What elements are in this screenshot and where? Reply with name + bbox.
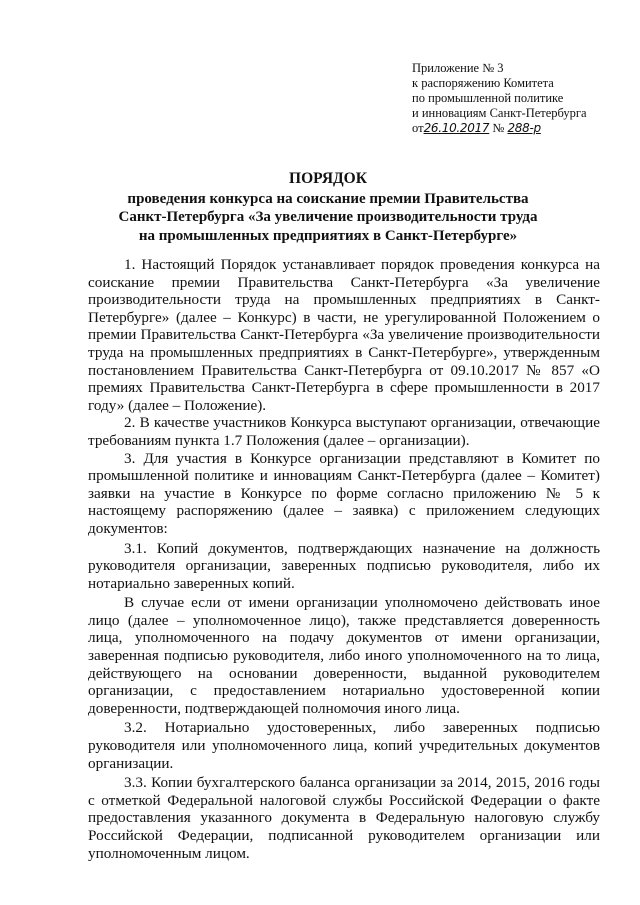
appendix-date-row — [412, 121, 622, 136]
paragraph-3-2: 3.2. Нотариально удостоверенных, либо заверенных подписью руководителя или уполномоченного лица, копий учредительных документов организации. — [88, 719, 600, 772]
document-title — [60, 170, 596, 245]
appendix-line: и инновациям Санкт-Петербурга — [412, 106, 587, 120]
paragraph-authorized-person: В случае если от имени организации уполномочено действовать иное лицо (далее – уполномоченное лицо), также представляется доверенность лица, уполномоченного на подачу документов от имени организации, заверенная подписью руководителя, либо иного уполномоченного на то лица, действующего на основании доверенности, выданной руководителем организации, с предоставлением нотариально удостоверенной копии доверенности, подтверждающей полномочия иного лица. — [88, 594, 600, 717]
title-line: проведения конкурса на соискание премии Правительства — [127, 190, 529, 207]
document-body — [88, 256, 600, 862]
paragraph-2: 2. В качестве участников Конкурса выступают организации, отвечающие требованиям пункта 1.7 Положения (далее – организации). — [88, 414, 600, 449]
paragraph-3-1: 3.1. Копий документов, подтверждающих назначение на должность руководителя организации, заверенных подписью руководителя, либо их нотариально заверенных копий. — [88, 539, 600, 592]
appendix-line: к распоряжению Комитета — [412, 76, 554, 90]
title-line: Санкт-Петербурга «За увеличение производительности труда — [118, 209, 538, 225]
paragraph-1: 1. Настоящий Порядок устанавливает порядок проведения конкурса на соискание премии Правительства Санкт-Петербурга «За увеличение производительности труда на промышленных предприятиях в Санкт-Петербурге» (далее – Конкурс) в части, не урегулированной Положением о премии Правительства Санкт-Петербурга «За увеличение производительности труда на промышленных предприятиях в Санкт-Петербурге», утвержденным постановлением Правительства Санкт-Петербурга от 09.10.2017 № 857 «О премиях Правительства Санкт-Петербурга в сфере промышленности в 2017 году» (далее – Положение). — [88, 256, 600, 414]
number-prefix: № — [492, 121, 505, 135]
paragraph-3-3: 3.3. Копии бухгалтерского баланса организации за 2014, 2015, 2016 годы с отметкой Федеральной налоговой службы Российской Федерации о факте предоставления указанного документа в Федеральную налоговую службу Российской Федерации, подписанной руководителем организации или уполномоченным лицом. — [88, 774, 600, 862]
handwritten-number: 288-р — [507, 121, 541, 135]
appendix-line: Приложение № 3 — [412, 61, 504, 75]
handwritten-date: 26.10.2017 — [423, 121, 490, 135]
appendix-line: по промышленной политике — [412, 91, 564, 105]
date-prefix: от — [412, 121, 424, 135]
paragraph-3: 3. Для участия в Конкурсе организации представляют в Комитет по промышленной политике и инновациям Санкт-Петербурга (далее – Комитет) заявки на участие в Конкурсе по форме согласно приложению № 5 к настоящему распоряжению (далее – заявка) с приложением следующих документов: — [88, 449, 600, 537]
title-heading: ПОРЯДОК — [289, 170, 367, 187]
appendix-header — [412, 61, 622, 136]
title-line: на промышленных предприятиях в Санкт-Петербурге» — [138, 227, 518, 244]
